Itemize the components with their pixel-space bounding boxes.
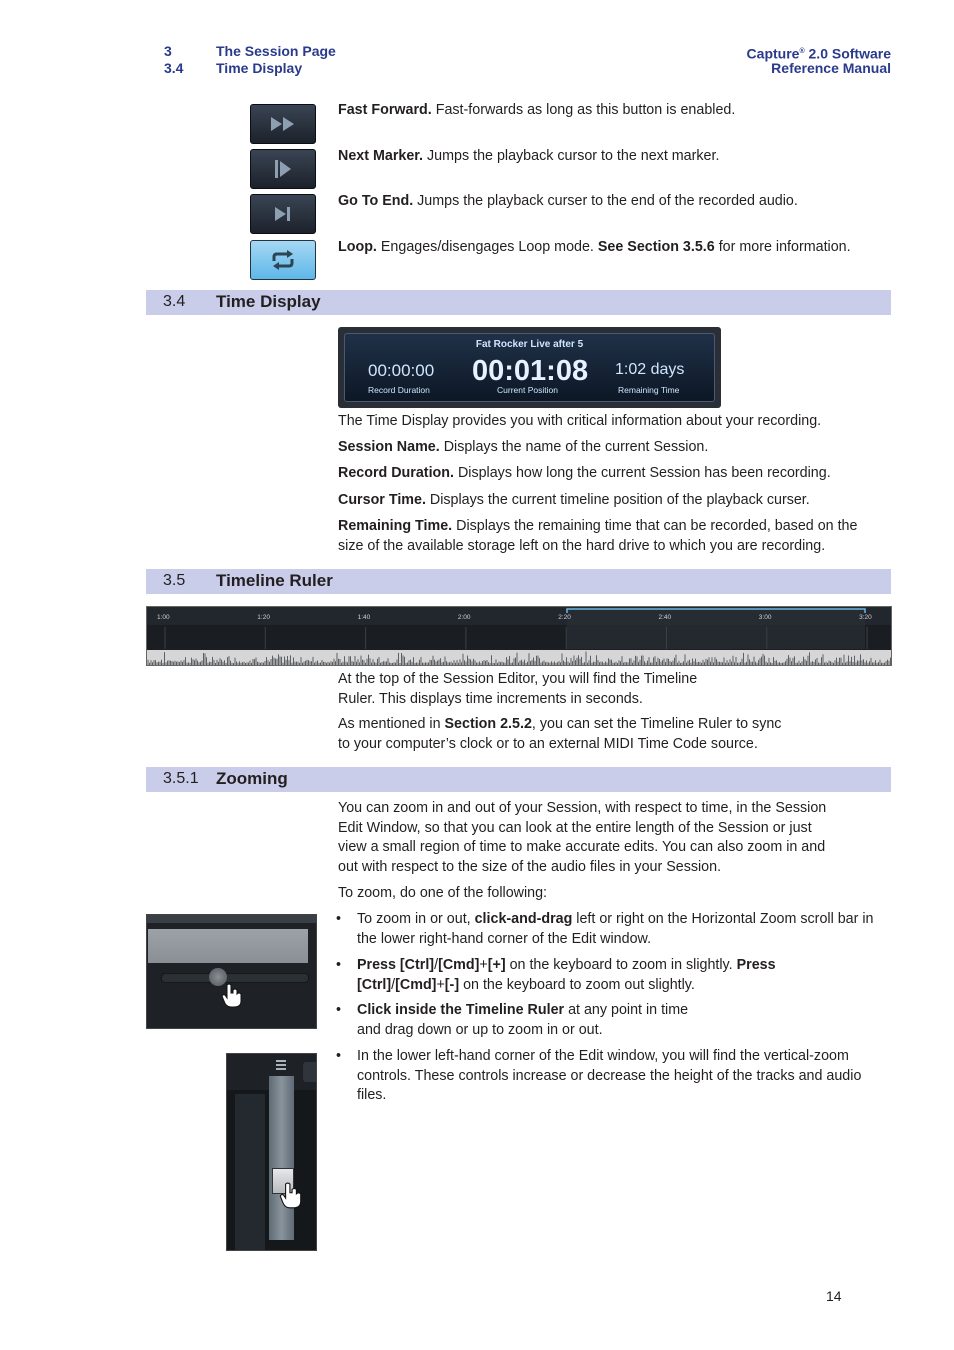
zoom-lead: To zoom, do one of the following:	[338, 885, 548, 901]
horizontal-zoom-image	[146, 914, 317, 1029]
section-heading-3-5-1: 3.5.1 Zooming	[146, 767, 891, 792]
time-display-intro: The Time Display provides you with critical information about your recording.	[338, 413, 822, 429]
current-position-label: Current Position	[497, 385, 558, 395]
page-number: 14	[826, 1288, 842, 1304]
ruler-tick-label: 1:20	[257, 614, 270, 621]
zoom-bullet-2: • Press [Ctrl]/[Cmd]+[+] on the keyboard to zoom in slightly. Press [Ctrl]/[Cmd]+[-] on the keyboard to zoom out slightly.	[336, 957, 776, 993]
vertical-zoom-image	[226, 1053, 317, 1251]
horizontal-zoom-scrollbar[interactable]	[161, 973, 309, 983]
next-marker-button[interactable]	[250, 149, 316, 189]
next-marker-icon	[271, 159, 295, 179]
time-display-panel	[338, 327, 721, 408]
ruler-desc-1: At the top of the Session Editor, you will find the Timeline Ruler. This displays time increments in seconds.	[338, 671, 698, 707]
section-title: Time Display	[216, 60, 303, 76]
fast-forward-button[interactable]	[250, 104, 316, 144]
hand-cursor-icon	[221, 983, 243, 1009]
remaining-time-label: Remaining Time	[618, 385, 680, 395]
zoom-intro: You can zoom in and out of your Session, with respect to time, in the Session Edit Window, so that you can look at the entire length of the Session or just view a small region of time to make accurate edits. You can also zoom in and out with respect to the size of the audio files in your Session.	[338, 800, 827, 875]
ruler-tick-label: 3:20	[859, 614, 872, 621]
chapter-number: 3	[164, 43, 172, 59]
next-marker-desc: Next Marker. Jumps the playback cursor to the next marker.	[338, 148, 720, 164]
loop-icon	[268, 249, 298, 271]
ruler-tick-label: 2:40	[658, 614, 672, 621]
go-to-end-button[interactable]	[250, 194, 316, 234]
hand-cursor-icon	[279, 1182, 303, 1210]
chapter-title: The Session Page	[216, 43, 336, 59]
vertical-zoom-slider[interactable]	[269, 1076, 294, 1240]
go-to-end-desc: Go To End. Jumps the playback curser to the end of the recorded audio.	[338, 193, 798, 209]
zoom-bullet-1: • To zoom in or out, click-and-drag left or right on the Horizontal Zoom scroll bar in the lower right-hand corner of the Edit window.	[336, 911, 874, 947]
zoom-bullet-4: • In the lower left-hand corner of the Edit window, you will find the vertical-zoom controls. These controls increase or decrease the height of the tracks and audio files.	[336, 1048, 862, 1104]
record-duration-desc: Record Duration. Displays how long the current Session has been recording.	[338, 465, 831, 481]
timeline-ruler-graphic	[147, 607, 892, 666]
ruler-tick-label: 1:40	[357, 614, 371, 621]
loop-desc: Loop. Engages/disengages Loop mode. See Section 3.5.6 for more information.	[338, 239, 851, 255]
fast-forward-desc: Fast Forward. Fast-forwards as long as this button is enabled.	[338, 102, 736, 118]
record-duration-label: Record Duration	[368, 385, 430, 395]
remaining-time-desc: Remaining Time. Displays the remaining time that can be recorded, based on the size of the available storage left on the hard drive to which you are recording.	[338, 518, 858, 554]
fast-forward-icon	[269, 116, 297, 132]
session-name: Fat Rocker Live after 5	[475, 339, 584, 350]
ruler-tick-label: 2:00	[457, 614, 471, 621]
go-to-end-icon	[271, 205, 295, 223]
product-name: Capture® 2.0 Software	[746, 45, 891, 62]
ruler-tick-label: 3:00	[758, 614, 772, 621]
remaining-time-value: 1:02 days	[615, 361, 685, 378]
timeline-ruler[interactable]	[146, 606, 892, 666]
session-name-desc: Session Name. Displays the name of the current Session.	[338, 439, 709, 455]
ruler-tick-label: 1:00	[157, 614, 170, 621]
ruler-desc-2: As mentioned in Section 2.5.2, you can set the Timeline Ruler to sync to your computer’s clock or to an external MIDI Time Code source.	[338, 716, 782, 752]
record-duration-value: 00:00:00	[368, 361, 435, 380]
vertical-zoom-grip-icon	[276, 1060, 286, 1074]
section-heading-3-4: 3.4 Time Display	[146, 290, 891, 315]
loop-button[interactable]	[250, 240, 316, 280]
cursor-time-desc: Cursor Time. Displays the current timeline position of the playback curser.	[338, 492, 810, 508]
section-number: 3.4	[164, 60, 184, 76]
zoom-bullet-3: • Click inside the Timeline Ruler at any point in time and drag down or up to zoom in or out.	[336, 1002, 689, 1038]
manual-name: Reference Manual	[771, 60, 891, 76]
ruler-tick-label: 2:20	[558, 614, 571, 621]
section-heading-3-5: 3.5 Timeline Ruler	[146, 569, 891, 594]
current-position-value: 00:01:08	[472, 355, 589, 387]
